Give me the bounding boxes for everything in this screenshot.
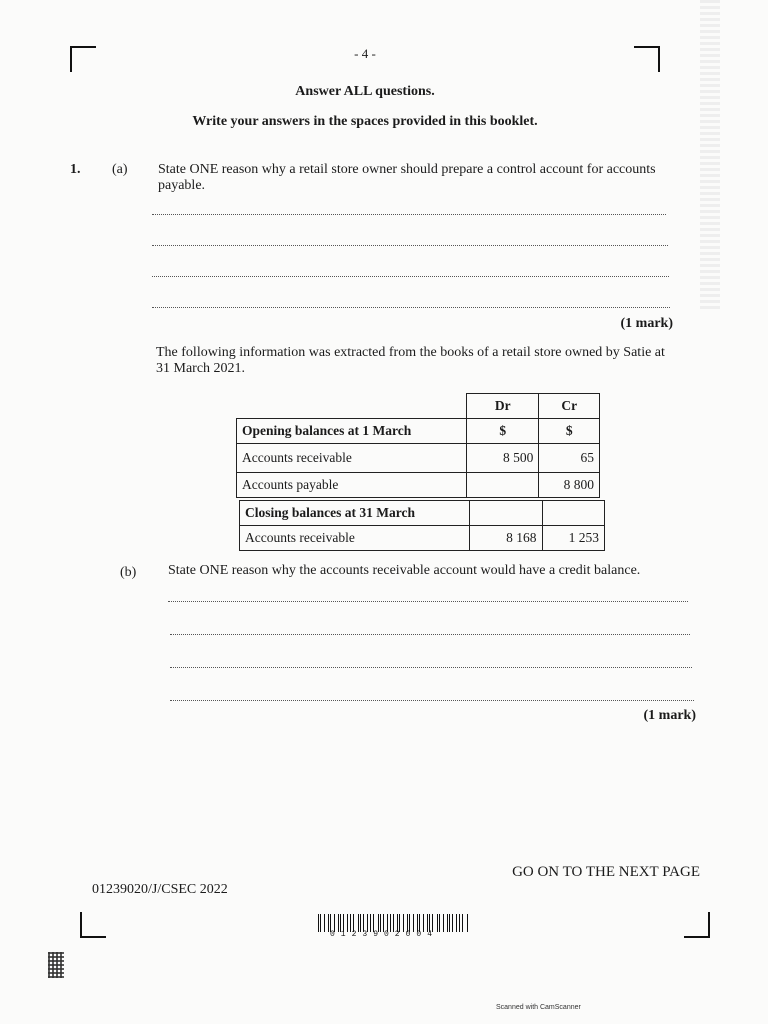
- answer-line-a-4[interactable]: [152, 307, 670, 308]
- table-row: [237, 444, 600, 473]
- row-cr-value: 8 800: [539, 473, 600, 498]
- row-cr-value: 65: [539, 444, 600, 473]
- question-number: 1.: [70, 162, 81, 177]
- part-a-label: (a): [112, 162, 128, 177]
- go-on-next-page: GO ON TO THE NEXT PAGE: [512, 864, 700, 880]
- qr-code-icon: [48, 952, 64, 978]
- cr-column-header: Cr: [539, 394, 600, 419]
- answer-line-a-1[interactable]: [152, 214, 666, 215]
- dr-unit: $: [467, 419, 539, 444]
- row-label: Accounts payable: [237, 473, 467, 498]
- opening-balances-heading: Opening balances at 1 March: [237, 419, 467, 444]
- blank-cell: [542, 501, 604, 526]
- page-edge-marks: [700, 0, 720, 310]
- instruction-write-answers: Write your answers in the spaces provided in this booklet.: [192, 114, 538, 129]
- corner-mark-bottom-left: [80, 912, 106, 938]
- table-header-row: [237, 394, 600, 419]
- blank-cell: [237, 394, 467, 419]
- cr-unit: $: [539, 419, 600, 444]
- row-cr-value: 1 253: [542, 526, 604, 551]
- part-a-mark: (1 mark): [620, 316, 673, 331]
- table-row: [237, 419, 600, 444]
- row-label: Accounts receivable: [240, 526, 470, 551]
- opening-balances-table: [236, 393, 600, 498]
- corner-mark-top-left: [70, 46, 96, 72]
- answer-line-b-1[interactable]: [168, 601, 688, 602]
- scanned-watermark: Scanned with CamScanner: [496, 1004, 581, 1011]
- answer-line-b-4[interactable]: [170, 700, 694, 701]
- instruction-answer-all: Answer ALL questions.: [295, 84, 435, 99]
- part-b-question: State ONE reason why the accounts receivable account would have a credit balance.: [168, 563, 641, 578]
- closing-balances-heading: Closing balances at 31 March: [240, 501, 470, 526]
- closing-balances-table: [239, 500, 605, 551]
- info-text: The following information was extracted from the books of a retail store owned by Satie at 31 March 2021.: [156, 345, 665, 376]
- row-dr-value: 8 500: [467, 444, 539, 473]
- table-row: [240, 526, 605, 551]
- paper-code: 01239020/J/CSEC 2022: [92, 882, 228, 897]
- row-label: Accounts receivable: [237, 444, 467, 473]
- table-row: [240, 501, 605, 526]
- part-a-question: State ONE reason why a retail store owner should prepare a control account for accounts payable.: [158, 162, 656, 193]
- dr-column-header: Dr: [467, 394, 539, 419]
- corner-mark-bottom-right: [684, 912, 710, 938]
- blank-cell: [470, 501, 542, 526]
- row-dr-value: 8 168: [470, 526, 542, 551]
- barcode-digits: 0123902004: [330, 930, 439, 939]
- answer-line-a-2[interactable]: [152, 245, 668, 246]
- corner-mark-top-right: [634, 46, 660, 72]
- row-dr-value: [467, 473, 539, 498]
- answer-line-a-3[interactable]: [152, 276, 669, 277]
- answer-line-b-2[interactable]: [170, 634, 690, 635]
- part-b-label: (b): [120, 565, 137, 580]
- answer-line-b-3[interactable]: [170, 667, 692, 668]
- barcode-bar: [462, 914, 463, 932]
- table-row: [237, 473, 600, 498]
- part-b-mark: (1 mark): [643, 708, 696, 723]
- page-number: - 4 -: [354, 46, 376, 61]
